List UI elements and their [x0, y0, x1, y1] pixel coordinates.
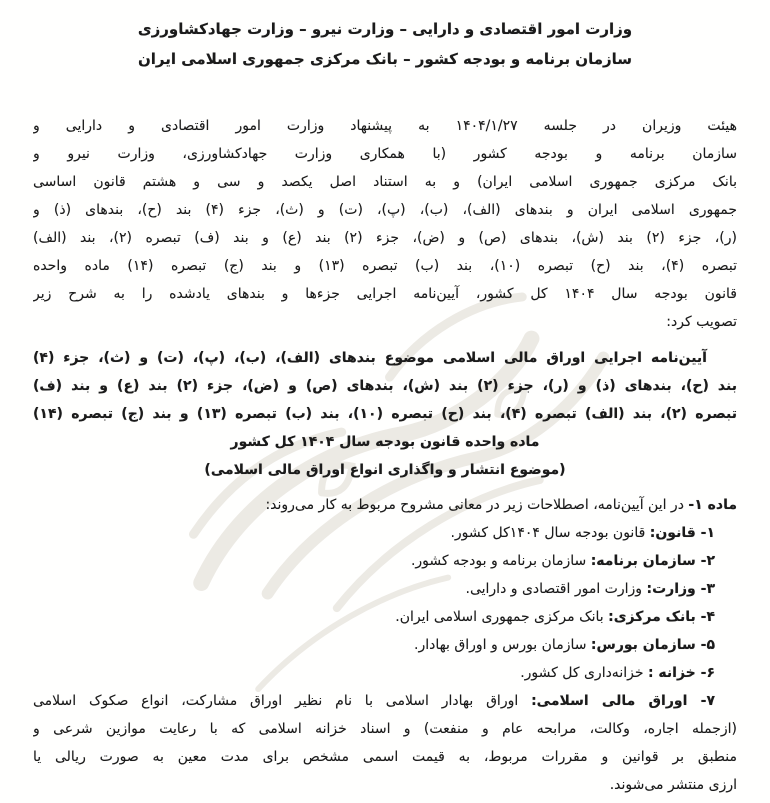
definition-text: قانون بودجه سال ۱۴۰۴کل کشور.: [450, 525, 650, 541]
regulation-title-line: بند (ح)، بندهای (ذ) و (ر)، جزء (۲) بند (ش)، بندهای (ص) و (ض)، جزء (۲) بند (ع) و بند (ف): [33, 378, 737, 394]
definition-7-first-line: [33, 687, 737, 715]
definition-text: سازمان برنامه و بودجه کشور.: [410, 553, 591, 569]
regulation-title-line: تبصره (۲)، بند (الف) تبصره (۴)، بند (ح) تبصره (۱۰)، بند (ب) تبصره (۱۳) و بند (ج) تبصره (۱۴): [33, 406, 737, 422]
definitions-list: [33, 519, 737, 687]
definition-text: سازمان بورس و اوراق بهادار.: [414, 637, 591, 653]
regulation-title-subject-line: (موضوع انتشار و واگذاری انواع اوراق مالی اسلامی): [204, 462, 566, 478]
letterhead: [33, 14, 737, 74]
definition-item: [33, 603, 737, 631]
preamble-line: قانون بودجه سال ۱۴۰۴ کل کشور، آیین‌نامه اجرایی جزءها و بندهای یادشده را به شرح زیر: [33, 286, 737, 302]
definition-label: ۵- سازمان بورس:: [590, 637, 715, 653]
regulation-title-centered-line: ماده واحده قانون بودجه سال ۱۴۰۴ کل کشور: [230, 434, 540, 450]
definition-label: ۷- اوراق مالی اسلامی:: [531, 693, 716, 709]
preamble-closing-line: تصویب کرد:: [666, 314, 737, 330]
definition-item: [33, 519, 737, 547]
preamble-line: جمهوری اسلامی ایران و بندهای (الف)، (ب)، (پ)، (ت) و (ث)، جزء (۴) بند (ح)، بندهای (ذ) و: [33, 202, 737, 218]
regulation-title: [33, 344, 737, 484]
definition-text: خزانه‌داری کل کشور.: [520, 665, 648, 681]
definition-item: [33, 575, 737, 603]
regulation-title-line: آیین‌نامه اجرایی اوراق مالی اسلامی موضوع بندهای (الف)، (ب)، (پ)، (ت) و (ث)، جزء (۴): [33, 350, 707, 366]
definition-7-line: (ازجمله اجاره، وکالت، مرابحه عام و منفعت) و اسناد خزانه اسلامی که با رعایت موازین شرعی و: [33, 721, 737, 737]
preamble-line: بانک مرکزی جمهوری اسلامی ایران) و به استناد اصل یکصد و سی و هشتم قانون اساسی: [33, 174, 737, 190]
definition-7-last-line: ارزی منتشر می‌شوند.: [609, 777, 737, 793]
definition-text: بانک مرکزی جمهوری اسلامی ایران.: [395, 609, 609, 625]
letterhead-line-1: وزارت امور اقتصادی و دارایی – وزارت نیرو – وزارت جهادکشاورزی: [137, 20, 633, 38]
preamble-line: (ر)، جزء (۲) بند (ش)، بندهای (ص) و (ض)، جزء (۲) بند (ع) و بند (ف) تبصره (۲)، بند (الف): [33, 230, 737, 246]
definition-text: اوراق بهادار اسلامی با نام نظیر اوراق مشارکت، انواع صکوک اسلامی: [33, 693, 532, 709]
letterhead-line-2: سازمان برنامه و بودجه کشور – بانک مرکزی جمهوری اسلامی ایران: [137, 50, 633, 68]
definition-label: ۲- سازمان برنامه:: [590, 553, 715, 569]
definition-label: ۶- خزانه :: [647, 665, 715, 681]
definition-item: [33, 547, 737, 575]
preamble-line: سازمان برنامه و بودجه کشور (با همکاری وزارت جهادکشاورزی، وزارت نیرو و: [33, 146, 737, 162]
document-content: [33, 14, 737, 799]
definition-label: ۳- وزارت:: [646, 581, 715, 597]
definition-label: ۴- بانک مرکزی:: [608, 609, 715, 625]
definition-text: وزارت امور اقتصادی و دارایی.: [465, 581, 647, 597]
definition-7-line: منطبق بر قوانین و مقررات مربوط، به قیمت اسمی مشخص برای مدت معین به صورت ریالی یا: [33, 749, 737, 765]
preamble-paragraph: [33, 112, 737, 336]
preamble-line: هیئت وزیران در جلسه ۱۴۰۴/۱/۲۷ به پیشنهاد وزارت امور اقتصادی و دارایی و: [33, 118, 737, 134]
preamble-line: تبصره (۴)، بند (ح) تبصره (۱۰)، بند (ب) تبصره (۱۳) و بند (ج) تبصره (۱۴) ماده واحده: [33, 258, 737, 274]
article-1-text: در این آیین‌نامه، اصطلاحات زیر در معانی مشروح مربوط به کار می‌روند:: [265, 497, 689, 513]
definition-item: [33, 659, 737, 687]
definition-label: ۱- قانون:: [649, 525, 715, 541]
definition-item-7: [33, 687, 737, 799]
article-1-label: ماده ۱-: [688, 497, 737, 513]
article-1-heading: [33, 491, 737, 519]
article-1: [33, 491, 737, 799]
definition-item: [33, 631, 737, 659]
